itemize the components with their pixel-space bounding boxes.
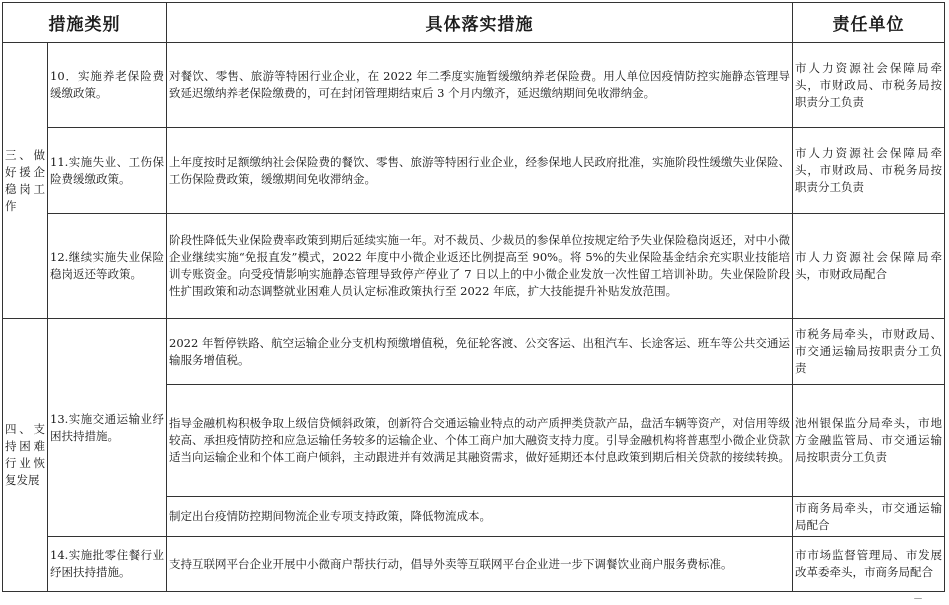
measure-cell: 制定出台疫情防控期间物流企业专项支持政策，降低物流成本。 — [167, 497, 793, 537]
item-cell: 14.实施批零住餐行业纾困扶持措施。 — [48, 537, 167, 592]
responsible-cell: 市市场监督管理局、市发展改革委牵头，市商务局配合 — [793, 537, 945, 592]
responsible-cell: 市人力资源社会保障局牵头，市财政局、市税务局按职责分工负责 — [793, 128, 945, 214]
responsible-cell: 市人力资源社会保障局牵头，市财政局配合 — [793, 214, 945, 319]
measure-cell: 上年度按时足额缴纳社会保险费的餐饮、零售、旅游等特困行业企业，经参保地人民政府批准，实施阶段性缓缴失业保险、工伤保险费政策，缓缴期间免收滞纳金。 — [167, 128, 793, 214]
table-row — [3, 214, 945, 319]
header-row — [3, 3, 945, 43]
category-cell: 三、做好援企稳岗工作 — [3, 43, 48, 319]
header-responsible: 责任单位 — [793, 3, 945, 43]
responsible-cell: 市人力资源社会保障局牵头，市财政局、市税务局按职责分工负责 — [793, 43, 945, 128]
item-cell: 10．实施养老保险费缓缴政策。 — [48, 43, 167, 128]
table-row — [3, 128, 945, 214]
category-cell: 四、支持困难行业恢复发展 — [3, 319, 48, 592]
table-row — [3, 319, 945, 385]
table-row — [3, 537, 945, 592]
policy-table — [2, 2, 945, 592]
table-row — [3, 43, 945, 128]
measure-cell: 阶段性降低失业保险费率政策到期后延续实施一年。对不裁员、少裁员的参保单位按规定给予失业保险稳岗返还，对中小微企业继续实施“免报直发”模式，2022 年度中小微企业返还比例提高至 90%。将 5%的失业保险基金结余充实职业技能培训专账资金。向受疫情影响实施静态管理导致停产停业了 7 日以上的中小微企业发放一次性留工培训补助。失业保险阶段性扩围政策和动态调整就业困难人员认定标准政策执行至 2022 年底，扩大技能提升补贴发放范围。 — [167, 214, 793, 319]
responsible-cell: 市税务局牵头，市财政局、市交通运输局按职责分工负责 — [793, 319, 945, 385]
measure-cell: 对餐饮、零售、旅游等特困行业企业，在 2022 年二季度实施暂缓缴纳养老保险费。用人单位因疫情防控实施静态管理导致延迟缴纳养老保险缴费的，可在封闭管理期结束后 3 个月内缴齐，延迟缴纳期间免收滞纳金。 — [167, 43, 793, 128]
page-mark: － — [913, 594, 923, 605]
header-measure: 具体落实措施 — [167, 3, 793, 43]
item-cell: 12.继续实施失业保险稳岗返还等政策。 — [48, 214, 167, 319]
measure-cell: 支持互联网平台企业开展中小微商户帮扶行动，倡导外卖等互联网平台企业进一步下调餐饮业商户服务费标准。 — [167, 537, 793, 592]
measure-cell: 2022 年暂停铁路、航空运输企业分支机构预缴增值税，免征轮客渡、公交客运、出租汽车、长途客运、班车等公共交通运输服务增值税。 — [167, 319, 793, 385]
item-cell: 13.实施交通运输业纾困扶持措施。 — [48, 319, 167, 537]
responsible-cell: 池州银保监分局牵头，市地方金融监管局、市交通运输局按职责分工负责 — [793, 385, 945, 497]
item-cell: 11.实施失业、工伤保险费缓缴政策。 — [48, 128, 167, 214]
header-category: 措施类别 — [3, 3, 167, 43]
measure-cell: 指导金融机构积极争取上级信贷倾斜政策，创新符合交通运输业特点的动产质押类贷款产品，盘活车辆等资产，对信用等级较高、承担疫情防控和应急运输任务较多的运输企业、个体工商户加大融资支持力度。引导金融机构将普惠型小微企业贷款适当向运输企业和个体工商户倾斜，主动跟进并有效满足其融资需求，做好延期还本付息政策到期后相关贷款的接续转换。 — [167, 385, 793, 497]
responsible-cell: 市商务局牵头，市交通运输局配合 — [793, 497, 945, 537]
